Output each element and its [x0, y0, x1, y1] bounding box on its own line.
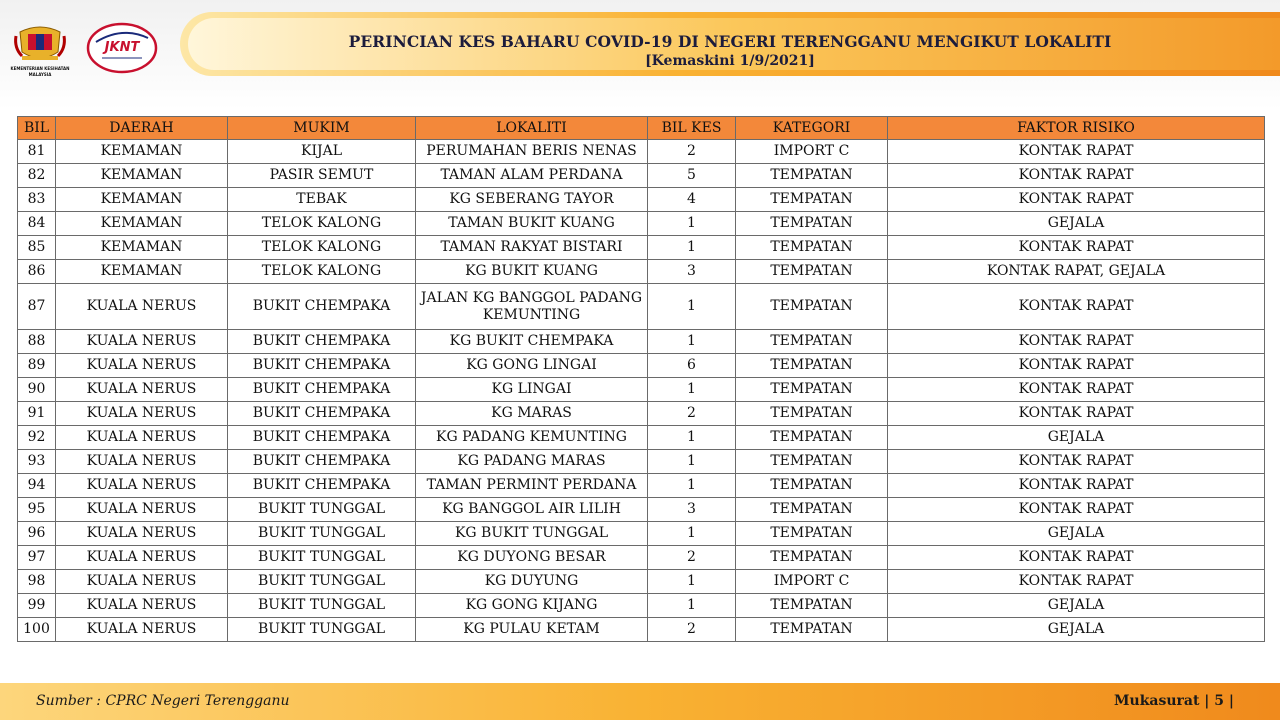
cell-kategori: TEMPATAN [736, 236, 888, 260]
cell-daerah: KEMAMAN [56, 260, 228, 284]
col-header-daerah: DAERAH [56, 117, 228, 140]
cell-daerah: KUALA NERUS [56, 570, 228, 594]
table-row [18, 236, 1265, 260]
cell-bil: 94 [18, 474, 56, 498]
cell-kategori: TEMPATAN [736, 426, 888, 450]
col-header-bil: BIL [18, 117, 56, 140]
cell-kategori: IMPORT C [736, 570, 888, 594]
cell-bil: 85 [18, 236, 56, 260]
cell-mukim: BUKIT CHEMPAKA [228, 330, 416, 354]
cell-bil-kes: 5 [648, 164, 736, 188]
svg-text:KEMENTERIAN KESIHATAN: KEMENTERIAN KESIHATAN [10, 66, 70, 71]
cell-kategori: TEMPATAN [736, 522, 888, 546]
cell-faktor-risiko: GEJALA [888, 522, 1265, 546]
title-banner [180, 12, 1280, 76]
page-subtitle: [Kemaskini 1/9/2021] [645, 53, 815, 69]
svg-text:MALAYSIA: MALAYSIA [28, 72, 52, 77]
cell-mukim: BUKIT TUNGGAL [228, 498, 416, 522]
table-row [18, 522, 1265, 546]
cell-kategori: TEMPATAN [736, 450, 888, 474]
page-title: PERINCIAN KES BAHARU COVID-19 DI NEGERI TERENGGANU MENGIKUT LOKALITI [348, 32, 1112, 51]
cell-bil: 82 [18, 164, 56, 188]
table-row [18, 140, 1265, 164]
page-number: Mukasurat | 5 | [1114, 693, 1234, 709]
cell-lokaliti: KG DUYONG BESAR [416, 546, 648, 570]
col-header-bil-kes: BIL KES [648, 117, 736, 140]
cell-kategori: TEMPATAN [736, 402, 888, 426]
cell-daerah: KUALA NERUS [56, 522, 228, 546]
cell-lokaliti: TAMAN RAKYAT BISTARI [416, 236, 648, 260]
cell-lokaliti: KG DUYUNG [416, 570, 648, 594]
cell-lokaliti: PERUMAHAN BERIS NENAS [416, 140, 648, 164]
cell-bil: 86 [18, 260, 56, 284]
cell-kategori: IMPORT C [736, 140, 888, 164]
cell-mukim: PASIR SEMUT [228, 164, 416, 188]
table-row [18, 212, 1265, 236]
cell-bil-kes: 2 [648, 546, 736, 570]
cell-lokaliti: KG PADANG KEMUNTING [416, 426, 648, 450]
table-row [18, 474, 1265, 498]
cell-bil: 90 [18, 378, 56, 402]
table-row [18, 450, 1265, 474]
cell-kategori: TEMPATAN [736, 594, 888, 618]
cell-mukim: TELOK KALONG [228, 260, 416, 284]
cell-mukim: BUKIT CHEMPAKA [228, 474, 416, 498]
cell-bil: 89 [18, 354, 56, 378]
col-header-kategori: KATEGORI [736, 117, 888, 140]
cell-daerah: KEMAMAN [56, 236, 228, 260]
cell-bil-kes: 2 [648, 140, 736, 164]
cell-daerah: KUALA NERUS [56, 402, 228, 426]
cell-kategori: TEMPATAN [736, 546, 888, 570]
cell-lokaliti: JALAN KG BANGGOL PADANG KEMUNTING [416, 284, 648, 330]
table-row [18, 188, 1265, 212]
cell-lokaliti: KG LINGAI [416, 378, 648, 402]
cell-bil: 99 [18, 594, 56, 618]
cell-lokaliti: TAMAN BUKIT KUANG [416, 212, 648, 236]
table-header-row [18, 117, 1265, 140]
cell-daerah: KUALA NERUS [56, 618, 228, 642]
cell-kategori: TEMPATAN [736, 354, 888, 378]
cell-mukim: BUKIT CHEMPAKA [228, 450, 416, 474]
cell-bil: 88 [18, 330, 56, 354]
cell-bil: 87 [18, 284, 56, 330]
cell-bil-kes: 2 [648, 402, 736, 426]
cell-daerah: KUALA NERUS [56, 546, 228, 570]
table-row [18, 402, 1265, 426]
cell-mukim: KIJAL [228, 140, 416, 164]
cell-faktor-risiko: KONTAK RAPAT [888, 474, 1265, 498]
source-note: Sumber : CPRC Negeri Terengganu [36, 693, 290, 709]
cell-bil: 81 [18, 140, 56, 164]
jknt-logo-text: JKNT [104, 40, 140, 55]
cell-bil-kes: 1 [648, 330, 736, 354]
cell-faktor-risiko: KONTAK RAPAT [888, 284, 1265, 330]
cell-bil-kes: 1 [648, 570, 736, 594]
table-body [18, 140, 1265, 642]
table-row [18, 498, 1265, 522]
cell-daerah: KUALA NERUS [56, 330, 228, 354]
cell-faktor-risiko: KONTAK RAPAT [888, 402, 1265, 426]
cell-daerah: KUALA NERUS [56, 498, 228, 522]
table-row [18, 260, 1265, 284]
cell-mukim: BUKIT TUNGGAL [228, 546, 416, 570]
table-row [18, 284, 1265, 330]
col-header-mukim: MUKIM [228, 117, 416, 140]
cell-daerah: KEMAMAN [56, 164, 228, 188]
table-row [18, 618, 1265, 642]
cell-mukim: BUKIT CHEMPAKA [228, 378, 416, 402]
cell-bil-kes: 3 [648, 260, 736, 284]
cell-bil-kes: 1 [648, 236, 736, 260]
col-header-lokaliti: LOKALITI [416, 117, 648, 140]
cell-lokaliti: KG GONG LINGAI [416, 354, 648, 378]
footer-bar [0, 683, 1280, 720]
table-row [18, 594, 1265, 618]
cell-faktor-risiko: KONTAK RAPAT [888, 450, 1265, 474]
table-row [18, 546, 1265, 570]
cell-kategori: TEMPATAN [736, 164, 888, 188]
cell-bil: 84 [18, 212, 56, 236]
cell-daerah: KUALA NERUS [56, 594, 228, 618]
cell-kategori: TEMPATAN [736, 212, 888, 236]
cell-bil-kes: 1 [648, 284, 736, 330]
cell-daerah: KEMAMAN [56, 212, 228, 236]
cell-bil-kes: 3 [648, 498, 736, 522]
cell-bil: 92 [18, 426, 56, 450]
cell-faktor-risiko: KONTAK RAPAT [888, 498, 1265, 522]
cell-bil-kes: 1 [648, 522, 736, 546]
cell-kategori: TEMPATAN [736, 260, 888, 284]
cell-daerah: KUALA NERUS [56, 474, 228, 498]
cell-lokaliti: KG BUKIT KUANG [416, 260, 648, 284]
cell-faktor-risiko: GEJALA [888, 426, 1265, 450]
cell-faktor-risiko: GEJALA [888, 212, 1265, 236]
cell-mukim: BUKIT CHEMPAKA [228, 402, 416, 426]
cell-bil-kes: 2 [648, 618, 736, 642]
cell-kategori: TEMPATAN [736, 284, 888, 330]
cell-faktor-risiko: KONTAK RAPAT [888, 354, 1265, 378]
cell-bil-kes: 1 [648, 594, 736, 618]
cell-kategori: TEMPATAN [736, 188, 888, 212]
cell-faktor-risiko: KONTAK RAPAT [888, 330, 1265, 354]
cell-kategori: TEMPATAN [736, 618, 888, 642]
jknt-logo [86, 22, 158, 74]
cell-daerah: KUALA NERUS [56, 284, 228, 330]
cell-daerah: KUALA NERUS [56, 426, 228, 450]
cell-faktor-risiko: KONTAK RAPAT [888, 188, 1265, 212]
col-header-faktor-risiko: FAKTOR RISIKO [888, 117, 1265, 140]
cell-lokaliti: KG BUKIT CHEMPAKA [416, 330, 648, 354]
cell-mukim: BUKIT CHEMPAKA [228, 354, 416, 378]
cell-bil: 96 [18, 522, 56, 546]
table-row [18, 330, 1265, 354]
cell-mukim: TELOK KALONG [228, 212, 416, 236]
cell-bil: 83 [18, 188, 56, 212]
cell-bil: 91 [18, 402, 56, 426]
cell-daerah: KEMAMAN [56, 188, 228, 212]
cell-lokaliti: KG PADANG MARAS [416, 450, 648, 474]
cell-bil: 95 [18, 498, 56, 522]
cell-kategori: TEMPATAN [736, 330, 888, 354]
cell-lokaliti: TAMAN PERMINT PERDANA [416, 474, 648, 498]
cell-daerah: KEMAMAN [56, 140, 228, 164]
locality-table [17, 116, 1265, 642]
cell-bil: 100 [18, 618, 56, 642]
cell-faktor-risiko: KONTAK RAPAT [888, 570, 1265, 594]
cell-kategori: TEMPATAN [736, 498, 888, 522]
table-row [18, 426, 1265, 450]
table-row [18, 354, 1265, 378]
cell-mukim: TELOK KALONG [228, 236, 416, 260]
cell-mukim: TEBAK [228, 188, 416, 212]
cell-faktor-risiko: KONTAK RAPAT [888, 140, 1265, 164]
table-row [18, 378, 1265, 402]
cell-bil-kes: 6 [648, 354, 736, 378]
cell-daerah: KUALA NERUS [56, 378, 228, 402]
cell-faktor-risiko: KONTAK RAPAT [888, 546, 1265, 570]
cell-kategori: TEMPATAN [736, 378, 888, 402]
kkm-crest-logo [10, 22, 70, 80]
cell-lokaliti: TAMAN ALAM PERDANA [416, 164, 648, 188]
cell-faktor-risiko: KONTAK RAPAT [888, 236, 1265, 260]
cell-faktor-risiko: KONTAK RAPAT, GEJALA [888, 260, 1265, 284]
cell-lokaliti: KG PULAU KETAM [416, 618, 648, 642]
cell-faktor-risiko: KONTAK RAPAT [888, 164, 1265, 188]
cell-bil-kes: 1 [648, 450, 736, 474]
cell-daerah: KUALA NERUS [56, 354, 228, 378]
cell-lokaliti: KG SEBERANG TAYOR [416, 188, 648, 212]
cell-bil: 98 [18, 570, 56, 594]
table-row [18, 570, 1265, 594]
cell-kategori: TEMPATAN [736, 474, 888, 498]
cell-faktor-risiko: KONTAK RAPAT [888, 378, 1265, 402]
cell-lokaliti: KG MARAS [416, 402, 648, 426]
cell-daerah: KUALA NERUS [56, 450, 228, 474]
cell-lokaliti: KG GONG KIJANG [416, 594, 648, 618]
cell-mukim: BUKIT CHEMPAKA [228, 284, 416, 330]
cell-mukim: BUKIT TUNGGAL [228, 594, 416, 618]
cell-bil: 93 [18, 450, 56, 474]
cell-mukim: BUKIT TUNGGAL [228, 618, 416, 642]
cell-lokaliti: KG BANGGOL AIR LILIH [416, 498, 648, 522]
cell-bil-kes: 1 [648, 378, 736, 402]
cell-lokaliti: KG BUKIT TUNGGAL [416, 522, 648, 546]
cell-bil-kes: 1 [648, 426, 736, 450]
cell-bil-kes: 1 [648, 212, 736, 236]
cell-mukim: BUKIT TUNGGAL [228, 522, 416, 546]
cell-bil: 97 [18, 546, 56, 570]
cell-faktor-risiko: GEJALA [888, 594, 1265, 618]
cell-faktor-risiko: GEJALA [888, 618, 1265, 642]
cell-bil-kes: 1 [648, 474, 736, 498]
cell-bil-kes: 4 [648, 188, 736, 212]
table-row [18, 164, 1265, 188]
cell-mukim: BUKIT TUNGGAL [228, 570, 416, 594]
cell-mukim: BUKIT CHEMPAKA [228, 426, 416, 450]
